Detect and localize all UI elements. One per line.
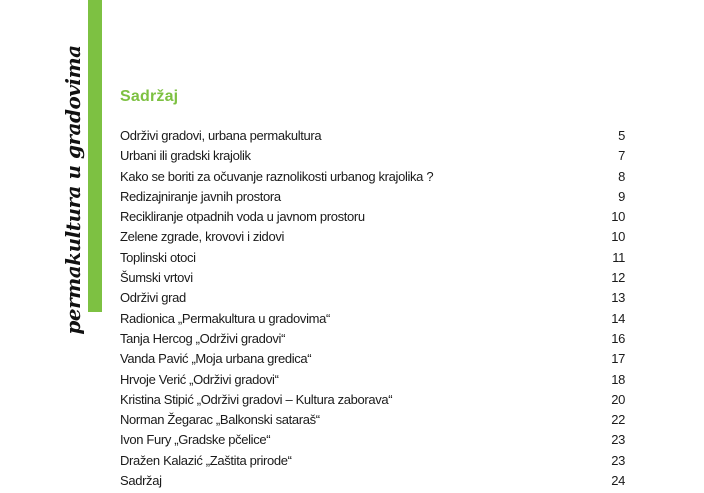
toc-entry-page: 5: [618, 128, 625, 143]
toc-entry-page: 13: [611, 290, 625, 306]
toc-entry-title: Hrvoje Verić „Održivi gradovi“: [120, 371, 279, 387]
toc-entry: [120, 473, 625, 493]
toc-entry-page: 7: [618, 148, 625, 164]
toc-heading: Sadržaj: [120, 88, 179, 105]
toc-entry-page: 10: [611, 209, 625, 225]
toc-entry-title: Sadržaj: [120, 473, 162, 489]
toc-entry: [120, 250, 625, 270]
toc-entry: [120, 392, 625, 412]
toc-entry-title: Tanja Hercog „Održivi gradovi“: [120, 330, 286, 346]
toc-entry-title: Ivon Fury „Gradske pčelice“: [120, 432, 271, 448]
toc-entry: [120, 412, 625, 432]
toc-entry-page: 12: [611, 270, 625, 286]
toc-entry: [120, 351, 625, 371]
vertical-book-title: permakultura u gradovima: [61, 45, 85, 335]
toc-entry: [120, 311, 625, 331]
toc-entry: [120, 270, 625, 290]
toc-entry-title: Održivi gradovi, urbana permakultura: [120, 128, 322, 143]
table-of-contents: [120, 128, 625, 493]
toc-entry: [120, 169, 625, 189]
toc-entry: [120, 128, 625, 148]
toc-entry-page: 17: [611, 351, 625, 367]
toc-entry-title: Održivi grad: [120, 290, 186, 306]
toc-entry-title: Toplinski otoci: [120, 249, 196, 265]
toc-entry-title: Vanda Pavić „Moja urbana gredica“: [120, 351, 312, 367]
toc-entry-page: 9: [618, 188, 625, 204]
toc-entry-page: 11: [612, 249, 625, 265]
toc-entry-title: Redizajniranje javnih prostora: [120, 188, 281, 204]
toc-entry-title: Radionica „Permakultura u gradovima“: [120, 310, 330, 326]
toc-entry: [120, 453, 625, 473]
toc-entry-title: Norman Žegarac „Balkonski sataraš“: [120, 412, 320, 428]
toc-entry-title: Urbani ili gradski krajolik: [120, 148, 251, 164]
toc-entry-title: Recikliranje otpadnih voda u javnom prostoru: [120, 209, 365, 225]
toc-entry-title: Šumski vrtovi: [120, 270, 193, 286]
toc-entry: [120, 189, 625, 209]
toc-entry-title: Dražen Kalazić „Zaštita prirode“: [120, 452, 292, 468]
toc-entry-page: 18: [611, 371, 625, 387]
toc-entry-page: 16: [611, 330, 625, 346]
toc-entry-page: 23: [611, 432, 625, 448]
toc-entry: [120, 372, 625, 392]
toc-entry-title: Zelene zgrade, krovovi i zidovi: [120, 229, 285, 245]
toc-entry-page: 14: [611, 310, 625, 326]
toc-entry: [120, 209, 625, 229]
toc-entry-title: Kristina Stipić „Održivi gradovi – Kultura zaborava“: [120, 391, 393, 407]
toc-entry-page: 20: [611, 391, 625, 407]
toc-entry: [120, 229, 625, 249]
toc-entry-page: 22: [611, 412, 625, 428]
green-accent-bar: [88, 0, 102, 312]
toc-entry: [120, 290, 625, 310]
toc-entry: [120, 148, 625, 168]
toc-entry-page: 8: [618, 168, 625, 184]
toc-entry: [120, 331, 625, 351]
toc-entry-page: 10: [611, 229, 625, 245]
toc-entry-page: 23: [611, 452, 625, 468]
toc-entry-page: 24: [611, 473, 625, 489]
toc-entry: [120, 432, 625, 452]
toc-entry-title: Kako se boriti za očuvanje raznolikosti urbanog krajolika ?: [120, 168, 434, 184]
